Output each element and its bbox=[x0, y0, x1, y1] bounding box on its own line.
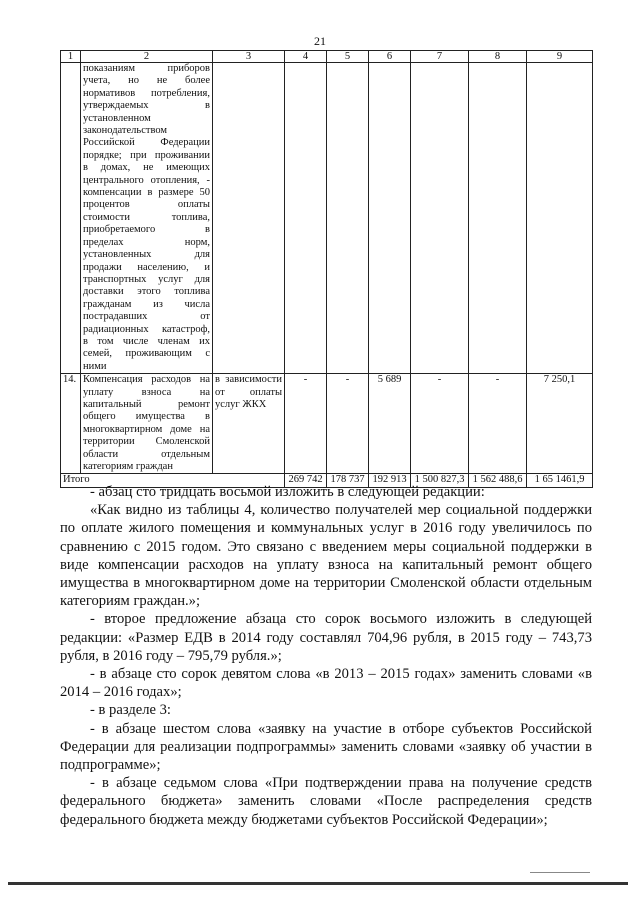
cell-line: продажи населению, и bbox=[83, 261, 210, 273]
cell-line: радиационных катастроф, bbox=[83, 323, 210, 335]
scan-mark bbox=[530, 872, 590, 873]
bottom-rule bbox=[8, 882, 628, 885]
row-basis bbox=[213, 374, 285, 474]
cell-c5: - bbox=[327, 374, 369, 474]
cell-line: доставки этого топлива bbox=[83, 286, 210, 298]
page-number: 21 bbox=[314, 34, 326, 48]
row-number: 14. bbox=[61, 374, 81, 474]
column-header: 1 bbox=[61, 51, 81, 63]
column-header: 5 bbox=[327, 51, 369, 63]
cell-line: в зависимости bbox=[215, 374, 282, 386]
data-table bbox=[60, 50, 593, 488]
column-header: 6 bbox=[369, 51, 411, 63]
row-name bbox=[81, 374, 213, 474]
cell-line: капитальный ремонт bbox=[83, 398, 210, 410]
paragraph: - абзац сто тридцать восьмой изложить в следующей редакции: bbox=[90, 484, 485, 500]
cell-c6: 5 689 bbox=[369, 374, 411, 474]
column-header: 9 bbox=[527, 51, 593, 63]
cell-line: учета, но не более bbox=[83, 75, 210, 87]
table-row-14 bbox=[61, 374, 593, 474]
cell-line: услуг ЖКХ bbox=[215, 398, 267, 410]
cell-line: процентов оплаты bbox=[83, 199, 210, 211]
cell-line: пределах норм, bbox=[83, 236, 210, 248]
paragraph: - второе предложение абзаца сто сорок восьмого изложить в следующей редакции: «Размер ЕДВ в 2014 году составлял 704,96 рубля, в 2015 году – 743,73 рубля, в 2016 году – 795,79 рубля.»; bbox=[60, 611, 592, 664]
cell-line: законодательством bbox=[83, 125, 168, 137]
cell-line: территории Смоленской bbox=[83, 436, 210, 448]
column-header: 8 bbox=[469, 51, 527, 63]
paragraph: - в разделе 3: bbox=[90, 702, 171, 719]
table-header-row bbox=[61, 51, 593, 63]
cell-line: уплату взноса на bbox=[83, 386, 210, 398]
cell-line: компенсации в размере 50 bbox=[83, 187, 210, 199]
cell-line: порядке; при проживании bbox=[83, 149, 210, 161]
total-c8: 1 562 488,6 bbox=[469, 474, 527, 487]
cell-line: в домах, не имеющих bbox=[83, 162, 210, 174]
cell-line: центрального отопления, - bbox=[83, 174, 210, 186]
total-c9: 1 65 1461,9 bbox=[527, 474, 593, 487]
cell-line: стоимости топлива, bbox=[83, 211, 210, 223]
paragraph: - в абзаце шестом слова «заявку на участие в отборе субъектов Российской Федерации для реализации подпрограммы» заменить словами «заявку об участии в подпрограмме»; bbox=[60, 720, 592, 774]
cell-line: показаниям приборов bbox=[83, 63, 210, 74]
cell-c9: 7 250,1 bbox=[527, 374, 593, 474]
cell-line: общего имущества в bbox=[83, 411, 210, 423]
cell-line: утверждаемых в bbox=[83, 100, 210, 112]
total-c6: 192 913 bbox=[369, 474, 411, 487]
total-c4: 269 742 bbox=[285, 474, 327, 487]
cell-line: нормативов потребления, bbox=[83, 87, 210, 99]
body-text bbox=[60, 483, 592, 829]
cell-line: категориям граждан bbox=[83, 461, 173, 472]
cell-line: приобретаемого в bbox=[83, 224, 210, 236]
cell-line: семей, проживающим с bbox=[83, 348, 210, 360]
continuation-text bbox=[81, 63, 213, 374]
cell-line: пострадавших от bbox=[83, 311, 210, 323]
cell-c8: - bbox=[469, 374, 527, 474]
cell-line: Компенсация расходов на bbox=[83, 374, 210, 386]
cell-line: многоквартирном доме на bbox=[83, 423, 210, 435]
total-c7: 1 500 827,3 bbox=[411, 474, 469, 487]
column-header: 4 bbox=[285, 51, 327, 63]
paragraph: «Как видно из таблицы 4, количество получателей мер социальной поддержки по оплате жилого помещения и коммунальных услуг в 2016 году увеличилось по сравнению с 2015 годом. Это связано с введением меры социальной поддержки в виде компенсации расходов на уплату взноса на капитальный ремонт общего имущества в многоквартирном доме на территории Смоленской области отдельным категориям граждан.»; bbox=[60, 502, 592, 610]
cell-line: от оплаты bbox=[215, 386, 282, 398]
cell-line: области отдельным bbox=[83, 448, 210, 460]
cell-line: Российской Федерации bbox=[83, 137, 210, 149]
cell-line: ними bbox=[83, 360, 107, 372]
column-header: 2 bbox=[81, 51, 213, 63]
table-row-continuation bbox=[61, 63, 593, 374]
paragraph: - в абзаце седьмом слова «При подтверждении права на получение средств федерального бюджета» заменить словами «После распределения средств федерального бюджета между бюджетами субъектов Российской Федерации»; bbox=[60, 775, 592, 828]
cell-line: установленных для bbox=[83, 249, 210, 261]
column-header: 7 bbox=[411, 51, 469, 63]
cell-line: транспортных услуг для bbox=[83, 273, 210, 285]
cell-c4: - bbox=[285, 374, 327, 474]
cell-c7: - bbox=[411, 374, 469, 474]
total-c5: 178 737 bbox=[327, 474, 369, 487]
cell-line: гражданам из числа bbox=[83, 298, 210, 310]
total-label: Итого bbox=[61, 474, 285, 487]
cell-line: установленном bbox=[83, 112, 151, 124]
cell-line: в том числе членам их bbox=[83, 335, 210, 347]
paragraph: - в абзаце сто сорок девятом слова «в 2013 – 2015 годах» заменить словами «в 2014 – 2016 годах»; bbox=[60, 666, 592, 701]
column-header: 3 bbox=[213, 51, 285, 63]
